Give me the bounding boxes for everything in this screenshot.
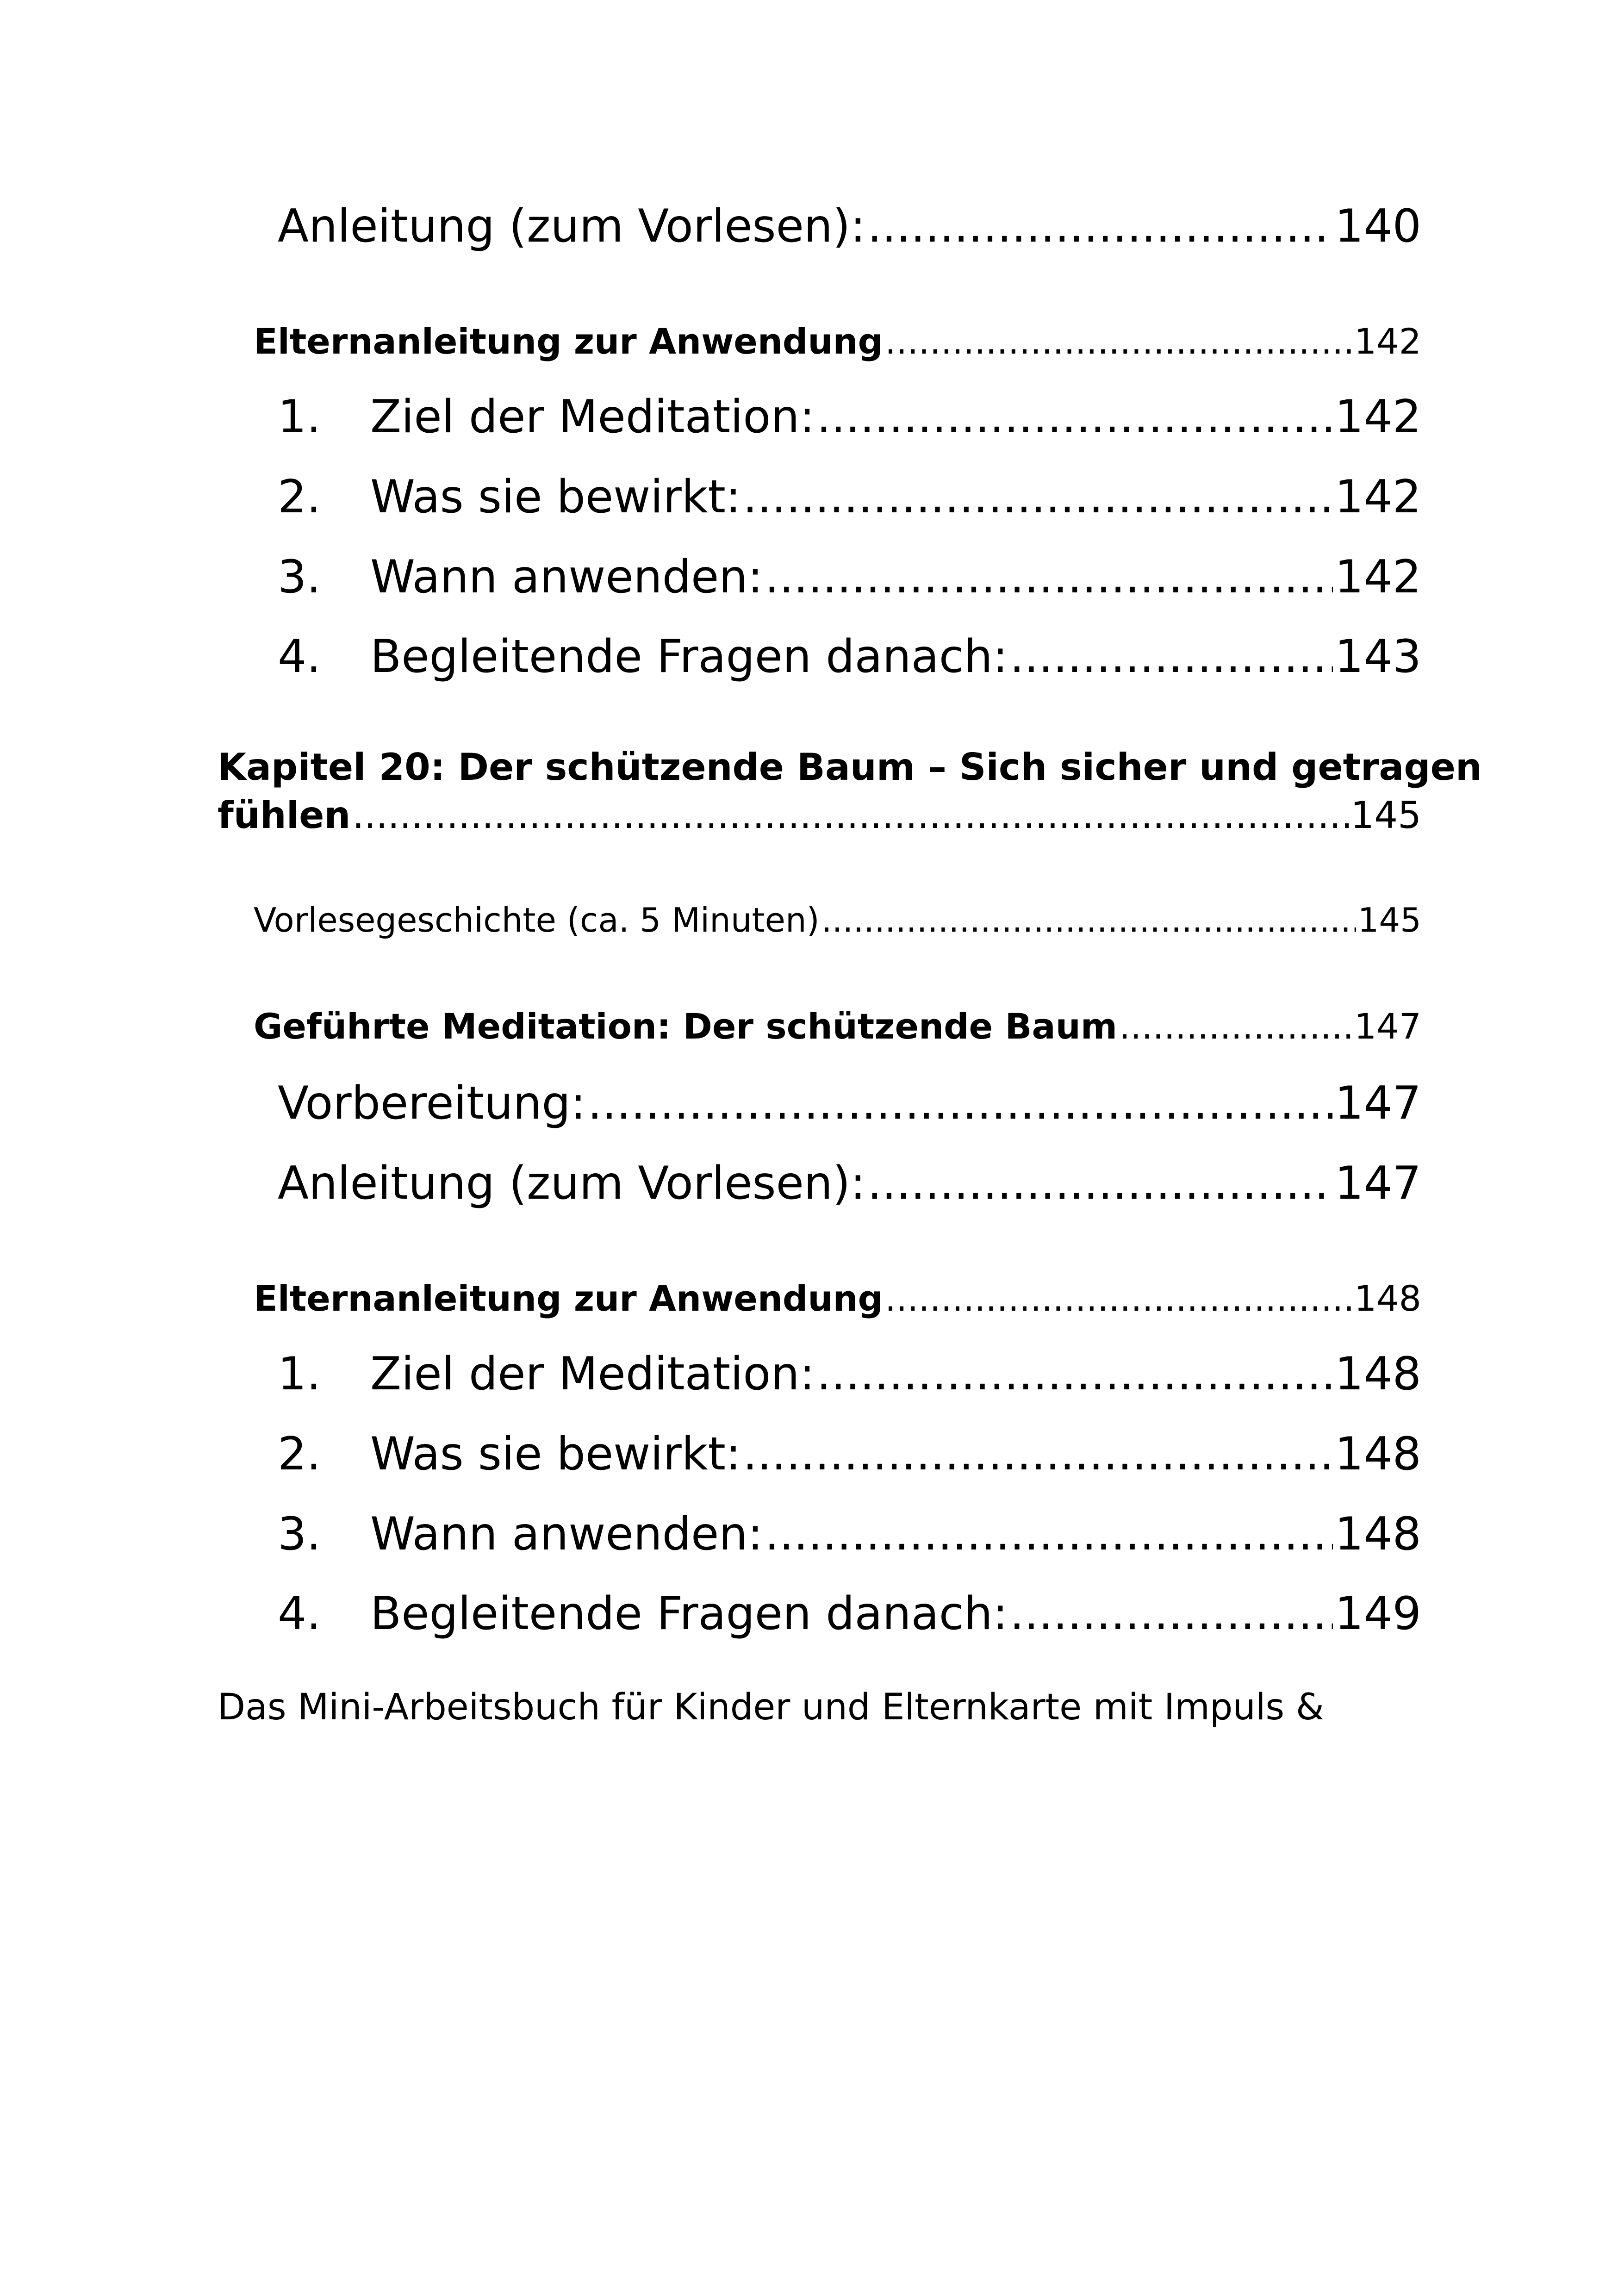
list-number: 1. (278, 391, 321, 443)
toc-entry-label: Anleitung (zum Vorlesen): (278, 1157, 866, 1210)
toc-entry-wann-142[interactable] (278, 551, 1421, 604)
toc-entry-label: Elternanleitung zur Anwendung (254, 1278, 883, 1319)
toc-page-number: 148 (1334, 1508, 1421, 1561)
toc-entry-gefuehrte-meditation-147[interactable] (254, 1006, 1421, 1047)
toc-page-number: 145 (1357, 901, 1421, 940)
toc-page-number: 147 (1334, 1077, 1421, 1130)
dot-leader (765, 1512, 1333, 1557)
list-number: 3. (278, 551, 321, 604)
toc-entry-label: Begleitende Fragen danach: (370, 1587, 1008, 1640)
toc-entry-label: Vorbereitung: (278, 1077, 586, 1130)
toc-entry-elternanleitung-148[interactable] (254, 1278, 1421, 1319)
toc-page-number: 145 (1350, 794, 1421, 837)
toc-entry-label: Geführte Meditation: Der schützende Baum (254, 1006, 1118, 1047)
dot-leader (867, 1161, 1333, 1206)
dot-leader (1010, 634, 1333, 679)
dot-leader (816, 394, 1332, 440)
toc-entry-label: Vorlesegeschichte (ca. 5 Minuten) (254, 901, 820, 940)
toc-page-number: 142 (1354, 321, 1421, 362)
toc-page-number: 142 (1334, 471, 1421, 523)
list-number: 4. (278, 1587, 321, 1640)
dot-leader (1119, 1009, 1352, 1044)
toc-entry-vorlesegeschichte-145[interactable] (254, 901, 1421, 940)
toc-entry-anleitung-140[interactable] (278, 200, 1421, 253)
toc-page-number: 147 (1334, 1157, 1421, 1210)
toc-entry-label: fühlen (218, 794, 351, 837)
dot-leader (867, 204, 1333, 249)
list-number: 2. (278, 471, 321, 523)
toc-page-number: 147 (1354, 1006, 1421, 1047)
toc-page-number: 148 (1354, 1278, 1421, 1319)
toc-entry-label: Wann anwenden: (370, 551, 763, 604)
toc-entry-anleitung-147[interactable] (278, 1157, 1421, 1210)
toc-page-number: 142 (1334, 391, 1421, 443)
toc-entry-label: Anleitung (zum Vorlesen): (278, 200, 866, 253)
list-number: 2. (278, 1428, 321, 1481)
dot-leader (743, 474, 1333, 520)
toc-chapter-title[interactable]: Kapitel 20: Der schützende Baum – Sich sicher und getragen (218, 746, 1482, 789)
toc-entry-label: Wann anwenden: (370, 1508, 763, 1561)
dot-leader (885, 1281, 1352, 1316)
toc-page-number: 142 (1334, 551, 1421, 604)
dot-leader (743, 1431, 1333, 1477)
dot-leader (588, 1081, 1333, 1126)
toc-entry-label: Ziel der Meditation: (370, 1348, 815, 1400)
dot-leader (765, 554, 1333, 600)
list-number: 3. (278, 1508, 321, 1561)
toc-page-number: 148 (1334, 1428, 1421, 1481)
toc-entry-bewirkt-148[interactable] (278, 1428, 1421, 1481)
toc-page-number: 149 (1334, 1587, 1421, 1640)
toc-entry-mini-arbeitsbuch[interactable]: Das Mini-Arbeitsbuch für Kinder und Elternkarte mit Impuls & (218, 1686, 1324, 1728)
toc-entry-label: Elternanleitung zur Anwendung (254, 321, 883, 362)
toc-entry-vorbereitung-147[interactable] (278, 1077, 1421, 1130)
toc-page-number: 143 (1334, 630, 1421, 683)
toc-entry-elternanleitung-142[interactable] (254, 321, 1421, 362)
toc-entry-label: Ziel der Meditation: (370, 391, 815, 443)
dot-leader (352, 797, 1349, 834)
dot-leader (1010, 1591, 1333, 1636)
toc-entry-fragen-143[interactable] (278, 630, 1421, 683)
toc-page-number: 148 (1334, 1348, 1421, 1400)
dot-leader (816, 1351, 1332, 1397)
toc-entry-label: Was sie bewirkt: (370, 471, 741, 523)
toc-entry-fragen-149[interactable] (278, 1587, 1421, 1640)
dot-leader (885, 324, 1352, 359)
toc-entry-label: Begleitende Fragen danach: (370, 630, 1008, 683)
toc-entry-wann-148[interactable] (278, 1508, 1421, 1561)
toc-page-number: 140 (1334, 200, 1421, 253)
toc-entry-chapter-20-145[interactable] (218, 794, 1421, 837)
toc-entry-ziel-142[interactable] (278, 391, 1421, 443)
list-number: 4. (278, 630, 321, 683)
list-number: 1. (278, 1348, 321, 1400)
toc-entry-label: Was sie bewirkt: (370, 1428, 741, 1481)
toc-entry-bewirkt-142[interactable] (278, 471, 1421, 523)
toc-entry-ziel-148[interactable] (278, 1348, 1421, 1400)
dot-leader (821, 903, 1356, 937)
